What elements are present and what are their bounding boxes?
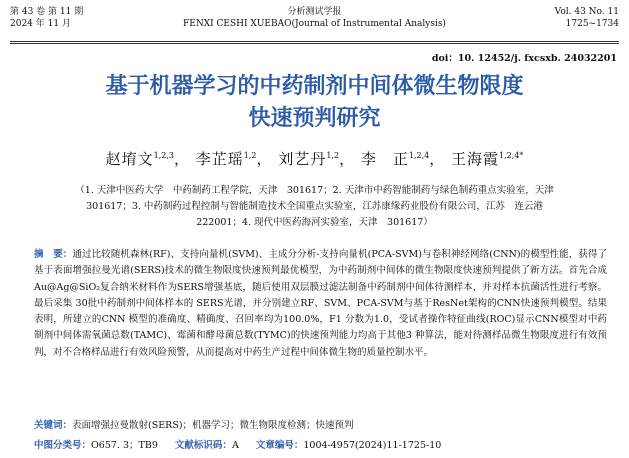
keywords-label: 关键词： <box>34 420 73 431</box>
header-rule-thin <box>10 43 619 44</box>
clc-number: 中图分类号：O657. 3；TB9 <box>34 440 158 451</box>
page-range: 1725~1734 <box>565 19 619 29</box>
keywords <box>34 417 607 431</box>
affiliations <box>26 183 603 231</box>
header-right <box>555 6 619 30</box>
volume-issue-cn: 第 43 卷 第 11 期 <box>10 7 84 17</box>
title-line-1: 基于机器学习的中药制剂中间体微生物限度 <box>105 74 524 99</box>
abstract <box>34 247 607 361</box>
journal-header <box>10 6 619 40</box>
journal-name-en: FENXI CESHI XUEBAO(Journal of Instrumental Analysis) <box>183 19 446 29</box>
author-list: 赵堉文$^{1,2,3}$， 李芷瑶$^{1,2}$， 刘艺丹$^{1,2}$， 李 正$^{1,2,4}$， 王海霞$^{1,2,4*}$ <box>105 150 524 168</box>
article-title <box>0 71 629 135</box>
title-line-2: 快速预判研究 <box>248 106 381 131</box>
affiliation-line: 301617；3. 中药制药过程控制与智能制造技术全国重点实验室，江苏康缘药业股份有限公司，江苏 连云港 <box>86 201 543 212</box>
keywords-text: 表面增强拉曼散射(SERS)；机器学习；微生物限度检测；快速预判 <box>72 420 354 431</box>
header-rule-thick <box>10 41 619 42</box>
author: 李 正$^{1,2,4}$ <box>360 150 430 168</box>
author: 刘艺丹$^{1,2}$ <box>278 150 340 168</box>
journal-name-cn: 分析测试学报 <box>287 7 342 17</box>
doi[interactable]: doi：10. 12452/j. fxcsxb. 24032201 <box>431 53 617 64</box>
classification-info <box>34 437 607 451</box>
date-cn: 2024 年 11 月 <box>10 19 71 29</box>
affiliation-line: 222001；4. 现代中医药海河实验室，天津 301617） <box>196 217 433 228</box>
abstract-text: 通过比较随机森林(RF)、支持向量机(SVM)、主成分分析-支持向量机(PCA-SVM)与卷积神经网络(CNN)的模型性能，获得了基于表面增强拉曼光谱(SERS)技术的微生物限度快速预判最优模型，为中药制剂中间体的微生物限度快速预判提供了新方法。首先合成 Au@Ag@SiO₂复合纳米材料作为SERS增强基底，随后使用双层膜过滤法制备中药制剂中间体待测样本，并对样本抗菌活性进行考察。最后采集 30批中药制剂中间体样本的 SERS光谱，并分别建立RF、SVM、PCA-SVM与基于ResNet架构的CNN快速预判模型。结果表明，所建立的CNN 模型的准确度、精确度、召回率均为100.0%，F1 分数为1.0，受试者操作特征曲线(ROC)显示CNN模型对中药制剂中间体需氧菌总数(TAMC)、霉菌和酵母菌总数(TYMC)的快速预判能力均高于其他3 种算法，能对待测样品微生物限度进行有效预判，对不合格样品进行有效风险预警，从而提高对中药生产过程中间体微生物的质量控制水平。 <box>34 249 607 358</box>
author: 王海霞$^{1,2,4*}$ <box>451 150 524 168</box>
author: 李芷瑶$^{1,2}$ <box>195 150 257 168</box>
header-center <box>10 6 619 30</box>
affiliation-line: （1. 天津中医药大学 中药制药工程学院，天津 301617；2. 天津市中药智能制药与绿色制药重点实验室，天津 <box>75 185 554 196</box>
author: 赵堉文$^{1,2,3}$ <box>105 150 174 168</box>
volume-issue-en: Vol. 43 No. 11 <box>554 7 619 17</box>
document-code: 文献标识码：A <box>174 440 239 451</box>
abstract-label: 摘 要： <box>34 249 73 260</box>
article-number: 文章编号：1004-4957(2024)11-1725-10 <box>255 440 442 451</box>
